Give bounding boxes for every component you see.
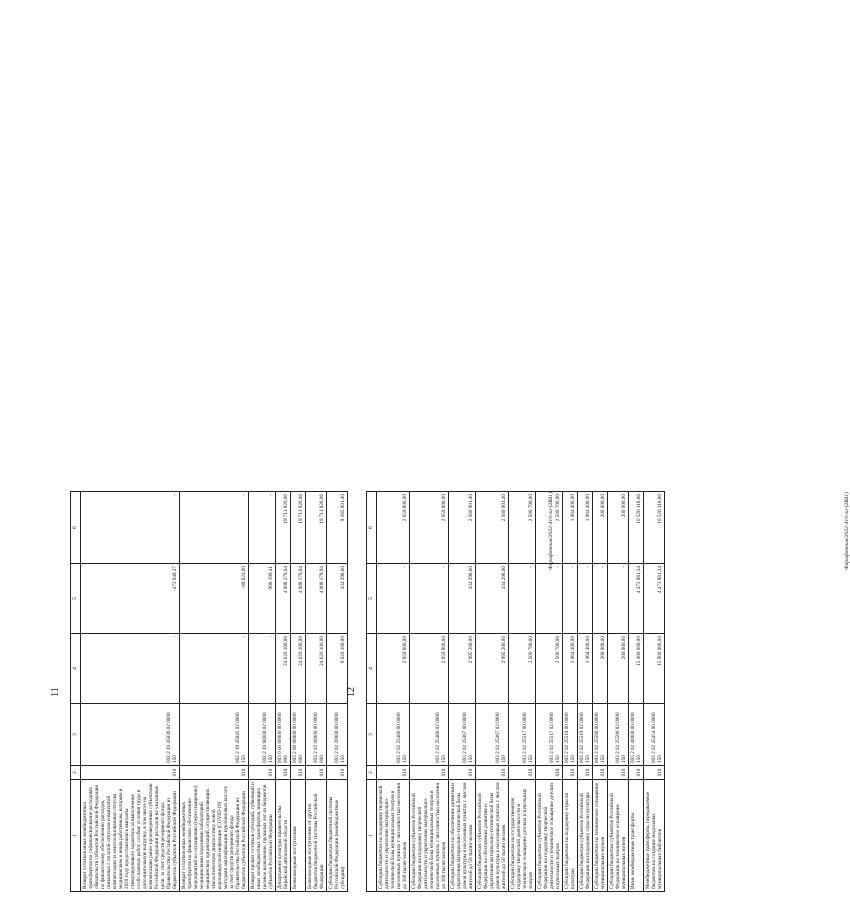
row-name: Субсидии бюджетам субъектов Российской Федерации на техническое оснащение муниципальных музеев — [608, 780, 629, 892]
executed-amount: - — [536, 564, 563, 634]
budget-code: 002 2 19 45836 02 0000 150 — [81, 704, 180, 766]
unexecuted-amount: 9 185 801,40 — [327, 492, 348, 564]
row-name: Безвозмездные поступления — [291, 780, 306, 892]
line-code: 010 — [593, 766, 608, 780]
line-code: 010 — [536, 766, 563, 780]
unexecuted-amount: 2 859 800,00 — [410, 492, 449, 564]
unexecuted-amount: 19 711 920,06 — [306, 492, 327, 564]
executed-amount: 4 473 881,34 — [644, 564, 665, 634]
budget-code: 003 2 02 25466 00 0000 150 — [377, 704, 410, 766]
line-code: 010 — [377, 766, 410, 780]
approved-amount: 24 620 100,00 — [306, 634, 327, 704]
budget-code: 003 2 02 25590 00 0000 150 — [593, 704, 608, 766]
budget-code: 003 2 02 40000 00 0000 150 — [629, 704, 644, 766]
unexecuted-amount: 200 000,00 — [608, 492, 629, 564]
column-header: 2 — [367, 766, 377, 780]
line-code: 010 — [81, 766, 180, 780]
line-code: 010 — [291, 766, 306, 780]
budget-code: 003 2 02 25519 02 0000 150 — [578, 704, 593, 766]
executed-amount: -998 199,41 — [249, 564, 276, 634]
table-row — [476, 492, 509, 892]
unexecuted-amount: 2 560 901,40 — [476, 492, 509, 564]
budget-code: 003 2 02 25517 00 0000 150 — [509, 704, 536, 766]
executed-amount: 4 473 881,34 — [629, 564, 644, 634]
approved-amount: 2 859 800,00 — [410, 634, 449, 704]
row-name: Возврат остатков иных межбюджетных трансфертов на софинансирование расходных обязательств субъектов Российской Федерации по финансовому обеспечению расходов, связанных с оплатой отпусков и выплатой компенсации за неиспользованные отпуска медицинским и иным работникам, которым в 2020 году предоставлялись выплаты стимулирующего характера за выполнение особо важных работ, особые условия труда и дополнительную нагрузку, в том числе на компенсацию ранее произведенных субъектами Российской Федерации расходов на указанные цели, за счет средств резервного фонда Правительства Российской Федерации из бюджетов субъектов Российской Федерации — [81, 780, 180, 892]
row-name: Межбюджетные трансферты, передаваемые бюджетам на создание модельных муниципальных библиотек — [644, 780, 665, 892]
unexecuted-amount: 10 526 118,66 — [644, 492, 665, 564]
table-row — [608, 492, 629, 892]
executed-amount: 434 298,60 — [327, 564, 348, 634]
executed-amount: 434 298,60 — [449, 564, 476, 634]
executed-amount: -473 949,37 — [81, 564, 180, 634]
approved-amount: 9 620 100,00 — [327, 634, 348, 704]
executed-amount: 434 298,60 — [476, 564, 509, 634]
row-name: Возврат остатков иных межбюджетных трансфертов на финансовое обеспечение мероприятий по оснащению (переоснащению) медицинскими изделиями лабораторий медицинских организаций, осуществляющих этиологическую диагностику новой коронавирусной инфекции (COVID-19) методами амплификации нуклеиновых кислот, за счет средств резервного фонда Правительства Российской Федерации из бюджетов субъектов Российской Федерации — [180, 780, 249, 892]
approved-amount: 2 500 700,00 — [509, 634, 536, 704]
row-name: Субсидии бюджетам на обеспечение развития и укрепления материально-технической базы домов культуры в населенных пунктах с числом жителей до 50 тысяч человек — [449, 780, 476, 892]
row-name: Возврат прочих остатков субсидий, субвенций и иных межбюджетных трансфертов, имеющих целевое назначение, прошлых лет из бюджетов субъектов Российской Федерации — [249, 780, 276, 892]
column-header: 4 — [367, 634, 377, 704]
line-code: 010 — [644, 766, 665, 780]
table-row — [327, 492, 348, 892]
table-row — [509, 492, 536, 892]
executed-amount: - — [593, 564, 608, 634]
line-code: 010 — [476, 766, 509, 780]
column-header: 3 — [71, 704, 81, 766]
unexecuted-amount: - — [81, 492, 180, 564]
budget-code: 003 2 02 25466 02 0000 150 — [410, 704, 449, 766]
line-code: 010 — [249, 766, 276, 780]
budget-code: 003 2 02 25519 00 0000 150 — [563, 704, 578, 766]
table-header-row — [367, 492, 377, 892]
table-row — [180, 492, 249, 892]
row-name: Субсидии бюджетам на техническое оснащение муниципальных музеев — [593, 780, 608, 892]
table-row — [536, 492, 563, 892]
row-name: Субсидии бюджетам субъектов Российской Федерации на поддержку отрасли культуры — [578, 780, 593, 892]
line-code: 010 — [608, 766, 629, 780]
executed-amount: - — [377, 564, 410, 634]
executed-amount: - — [608, 564, 629, 634]
unexecuted-amount: 19 711 920,06 — [291, 492, 306, 564]
row-name: Субсидии бюджетам на государственную поддержку творческой деятельности и техническое оснащение детских и кукольных театров — [509, 780, 536, 892]
unexecuted-amount: 2 500 700,00 — [509, 492, 536, 564]
line-code: 010 — [276, 766, 291, 780]
row-name: Субсидии бюджетам субъектов Российской Федерации на поддержку творческой деятельности и укрепление материально-технической базы муниципальных театров в населенных пунктах с численностью населения до 300 тысяч человек — [410, 780, 449, 892]
approved-amount: 2 995 200,00 — [476, 634, 509, 704]
approved-amount: 15 000 000,00 — [629, 634, 644, 704]
approved-amount: - — [180, 634, 249, 704]
approved-amount: 1 064 400,00 — [563, 634, 578, 704]
table-row — [578, 492, 593, 892]
table-header-row — [71, 492, 81, 892]
budget-code: 003 2 00 00000 00 0000 000 — [291, 704, 306, 766]
unexecuted-amount: 2 560 901,40 — [449, 492, 476, 564]
line-code: 010 — [578, 766, 593, 780]
approved-amount: - — [81, 634, 180, 704]
approved-amount: - — [249, 634, 276, 704]
row-name: Субсидии бюджетам на поддержку отрасли культуры — [563, 780, 578, 892]
table-row — [410, 492, 449, 892]
column-header: 3 — [367, 704, 377, 766]
executed-amount: - — [410, 564, 449, 634]
row-name: Субсидии бюджетам на поддержку творческой деятельности и укрепление материально-технической базы муниципальных театров в населенных пунктах с численностью населения до 300 тысяч человек — [377, 780, 410, 892]
column-header: 5 — [71, 564, 81, 634]
unexecuted-amount: - — [180, 492, 249, 564]
budget-code: 003 2 02 20000 00 0000 150 — [327, 704, 348, 766]
row-name: Безвозмездные поступления от других бюджетов бюджетной системы Российской Федерации — [306, 780, 327, 892]
budget-code: 003 2 02 25467 02 0000 150 — [476, 704, 509, 766]
column-header: 4 — [71, 634, 81, 704]
unexecuted-amount: 2 500 700,00 — [536, 492, 563, 564]
document-footer: Фарафонтов/2022-410-ло-(2В41) — [844, 492, 850, 570]
executed-amount: - — [563, 564, 578, 634]
approved-amount: 1 064 400,00 — [578, 634, 593, 704]
approved-amount: 2 995 200,00 — [449, 634, 476, 704]
line-code: 010 — [306, 766, 327, 780]
column-header: 5 — [367, 564, 377, 634]
table-row — [377, 492, 410, 892]
budget-code: 003 2 02 25590 02 0000 150 — [608, 704, 629, 766]
row-name: Субсидии бюджетам субъектов Российской Федерации на обеспечение развития и укрепления материально-технической базы домов культуры в населенных пунктах с числом жителей до 50 тысяч человек — [476, 780, 509, 892]
page-number: 12 — [346, 687, 357, 697]
line-code: 010 — [509, 766, 536, 780]
table-row — [306, 492, 327, 892]
table-row — [249, 492, 276, 892]
line-code: 010 — [180, 766, 249, 780]
table-row — [629, 492, 644, 892]
unexecuted-amount: 10 526 118,66 — [629, 492, 644, 564]
row-name: Департамент культуры правительства Еврейской автономной области — [276, 780, 291, 892]
row-name: Иные межбюджетные трансферты — [629, 780, 644, 892]
budget-code: 002 2 19 45845 02 0000 150 — [180, 704, 249, 766]
column-header: 1 — [71, 780, 81, 892]
line-code: 010 — [449, 766, 476, 780]
line-code: 010 — [563, 766, 578, 780]
budget-code: 003 2 02 00000 00 0000 000 — [306, 704, 327, 766]
row-name: Субсидии бюджетам субъектов Российской Федерации на поддержку творческой деятельности и техническое оснащение детских и кукольных театров — [536, 780, 563, 892]
line-code: 010 — [327, 766, 348, 780]
page-12 — [346, 492, 850, 892]
approved-amount: 2 859 800,00 — [377, 634, 410, 704]
unexecuted-amount: 19 711 920,06 — [276, 492, 291, 564]
table-row — [291, 492, 306, 892]
budget-table — [70, 491, 348, 892]
table-row — [644, 492, 665, 892]
column-header: 6 — [367, 492, 377, 564]
column-header: 2 — [71, 766, 81, 780]
budget-code: 003 2 02 45454 00 0000 150 — [644, 704, 665, 766]
page-number: 11 — [50, 687, 61, 697]
approved-amount: 24 620 100,00 — [276, 634, 291, 704]
budget-code: 003 0 00 00000 00 0000 000 — [276, 704, 291, 766]
budget-code: 002 2 19 90000 02 0000 150 — [249, 704, 276, 766]
row-name: Субсидии бюджетам бюджетной системы Российской Федерации (межбюджетные субсидии) — [327, 780, 348, 892]
unexecuted-amount: 2 859 800,00 — [377, 492, 410, 564]
executed-amount: 4 908 179,94 — [291, 564, 306, 634]
approved-amount: 2 500 700,00 — [536, 634, 563, 704]
executed-amount: - — [509, 564, 536, 634]
approved-amount: 200 000,00 — [593, 634, 608, 704]
document-footer: Фарафонтов/2022-410-ло-(2В41) — [548, 492, 554, 570]
executed-amount: - — [578, 564, 593, 634]
unexecuted-amount: 1 064 400,00 — [578, 492, 593, 564]
approved-amount: 15 000 000,00 — [644, 634, 665, 704]
column-header: 6 — [71, 492, 81, 564]
table-row — [81, 492, 180, 892]
line-code: 010 — [629, 766, 644, 780]
line-code: 010 — [410, 766, 449, 780]
table-row — [449, 492, 476, 892]
budget-code: 003 2 02 25467 00 0000 150 — [449, 704, 476, 766]
table-row — [276, 492, 291, 892]
executed-amount: -99 924,00 — [180, 564, 249, 634]
unexecuted-amount: 1 064 400,00 — [563, 492, 578, 564]
budget-table — [366, 491, 665, 892]
table-row — [563, 492, 578, 892]
approved-amount: 24 620 100,00 — [291, 634, 306, 704]
budget-code: 003 2 02 25517 02 0000 150 — [536, 704, 563, 766]
unexecuted-amount: 200 000,00 — [593, 492, 608, 564]
column-header: 1 — [367, 780, 377, 892]
executed-amount: 4 908 179,94 — [306, 564, 327, 634]
executed-amount: 4 908 179,94 — [276, 564, 291, 634]
unexecuted-amount: - — [249, 492, 276, 564]
table-row — [593, 492, 608, 892]
approved-amount: 200 000,00 — [608, 634, 629, 704]
